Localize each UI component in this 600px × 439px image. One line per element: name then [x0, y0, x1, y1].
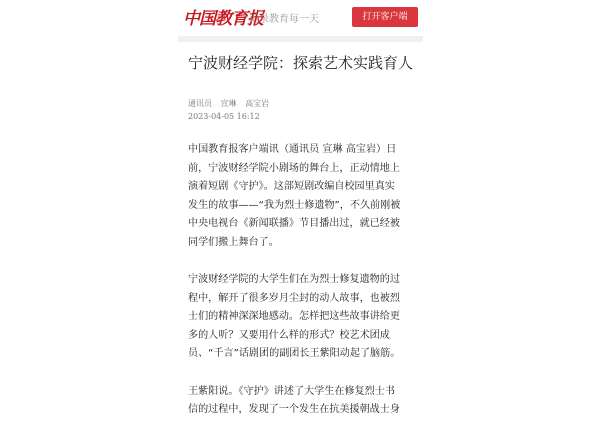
byline [188, 98, 275, 109]
paragraph: 中国教育报客户端讯（通讯员 宣琳 高宝岩）日 前，宁波财经学院小剧场的舞台上，正动情地上 演着短剧《守护》。这部短剧改编自校园里真实 发生的故事——“我为烈士修遗物”，不久前刚被 中央电视台《新闻联播》节目播出过，就已经被 同学们搬上舞台了。 [188, 144, 401, 248]
article-title: 宁波财经学院：探索艺术实践育人 [188, 54, 414, 72]
paragraph: 宁波财经学院的大学生们在为烈士修复遗物的过 程中，解开了很多岁月尘封的动人故事，也被烈 士们的精神深深地感动。怎样把这些故事讲给更 多的人听？又要用什么样的形式？校艺术团成 员、“千言”话剧团的副团长王紫阳动起了脑筋。 [188, 274, 401, 359]
paragraph: 王紫阳说。《守护》讲述了大学生在修复烈士书 信的过程中，发现了一个发生在抗美援朝战士身 [188, 385, 400, 415]
byline-author: 高宝岩 [245, 99, 270, 108]
divider [178, 36, 423, 42]
newspaper-logo[interactable]: 中国教育报 [183, 9, 263, 29]
article-body [188, 141, 417, 439]
article-column[interactable] [178, 0, 423, 415]
open-app-button[interactable]: 打开客户端 [352, 7, 418, 27]
byline-role: 通讯员 [188, 99, 212, 108]
top-bar [178, 0, 423, 36]
byline-author: 宣琳 [220, 99, 237, 108]
publish-date: 2023-04-05 16:12 [188, 112, 260, 121]
slogan: 记录教育每一天 [249, 14, 319, 25]
